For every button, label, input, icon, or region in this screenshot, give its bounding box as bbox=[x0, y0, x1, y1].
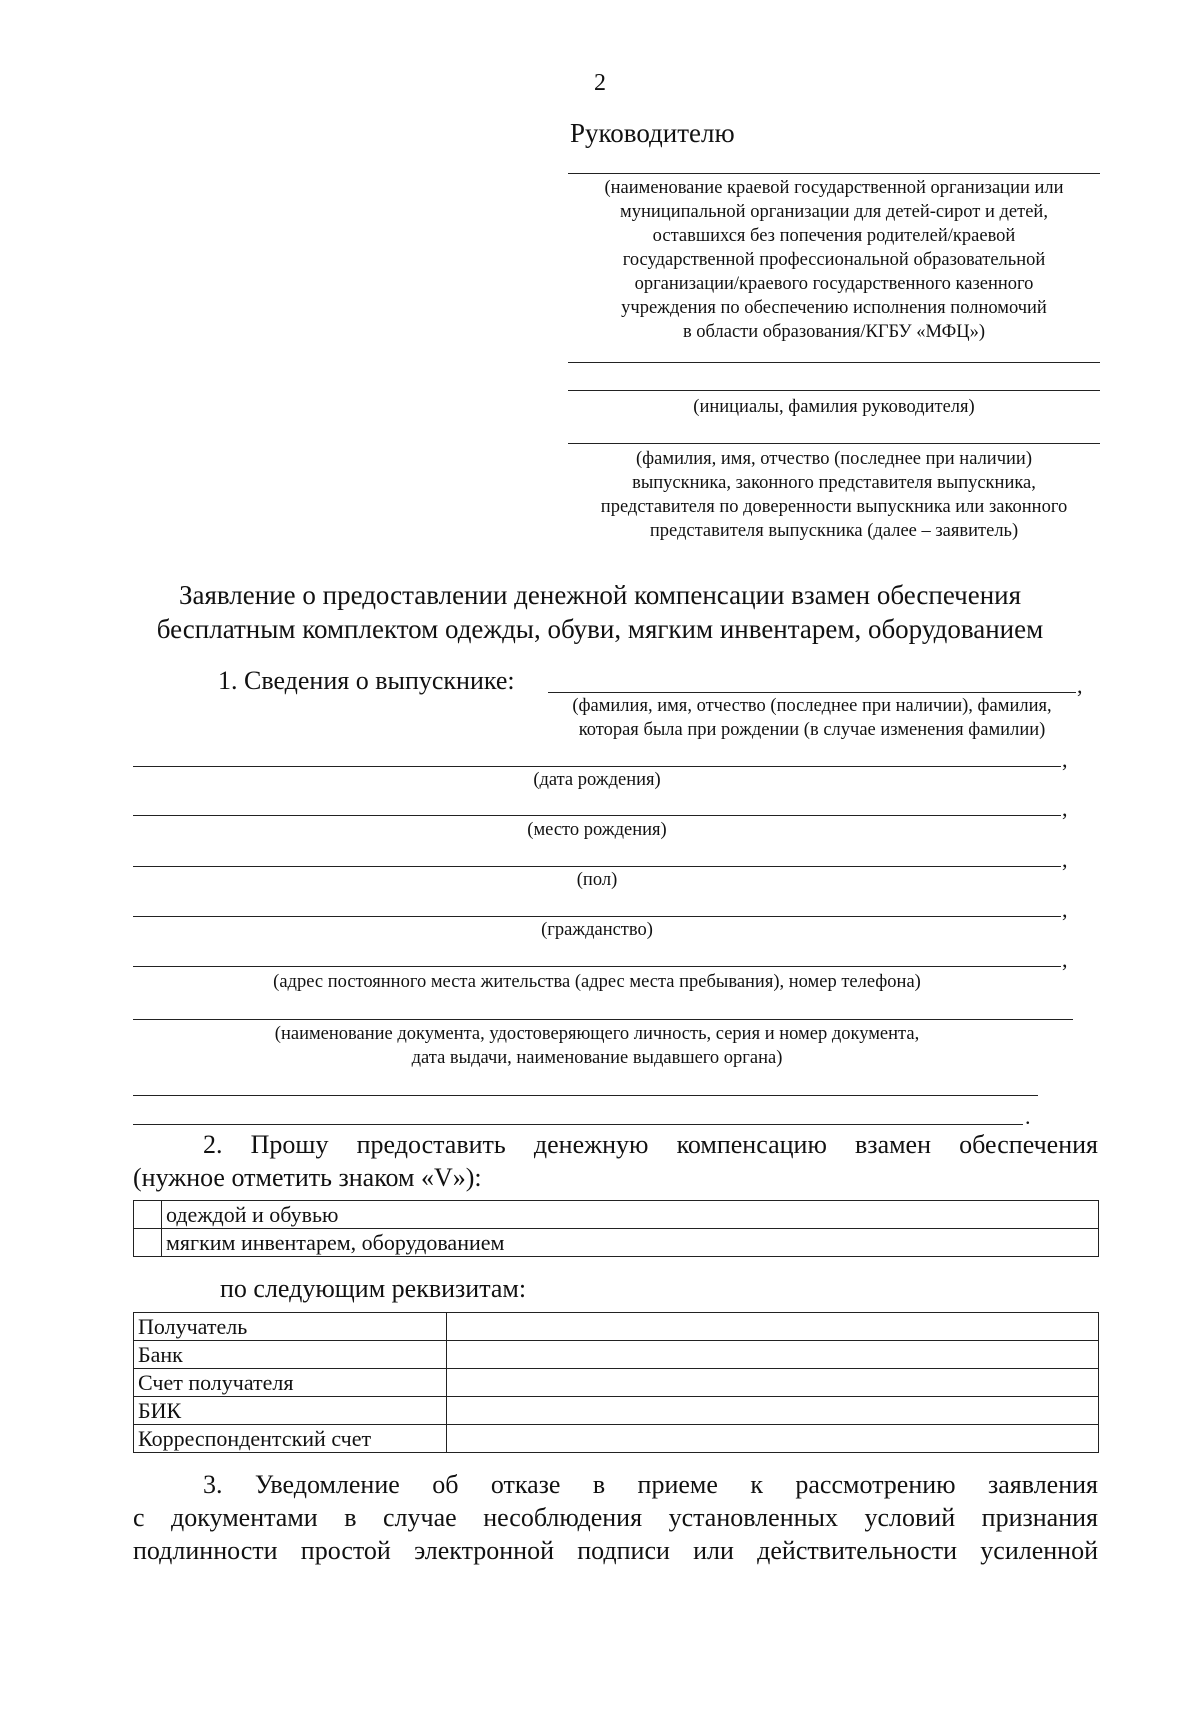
requisite-value[interactable] bbox=[447, 1341, 1099, 1369]
citizenship-line[interactable] bbox=[133, 916, 1061, 917]
address-line[interactable] bbox=[133, 966, 1061, 967]
period: . bbox=[1025, 1104, 1031, 1129]
requisite-value[interactable] bbox=[447, 1313, 1099, 1341]
compensation-options-table bbox=[133, 1200, 1099, 1257]
table-row bbox=[134, 1397, 1099, 1425]
option-checkbox[interactable] bbox=[134, 1229, 162, 1257]
head-line-2[interactable] bbox=[568, 390, 1100, 391]
table-row bbox=[134, 1341, 1099, 1369]
requisite-label: Банк bbox=[134, 1341, 447, 1369]
address-hint: (адрес постоянного места жительства (адрес места пребывания), номер телефона) bbox=[273, 972, 921, 992]
citizenship-hint: (гражданство) bbox=[541, 920, 653, 940]
comma: , bbox=[1062, 796, 1068, 821]
comma: , bbox=[1062, 747, 1068, 772]
page-number: 2 bbox=[594, 70, 606, 96]
applicant-line[interactable] bbox=[568, 443, 1100, 444]
requisite-label: Счет получателя bbox=[134, 1369, 447, 1397]
option-checkbox[interactable] bbox=[134, 1201, 162, 1229]
requisite-label: БИК bbox=[134, 1397, 447, 1425]
head-line-1[interactable] bbox=[568, 362, 1100, 363]
comma: , bbox=[1077, 673, 1083, 698]
option-label: одеждой и обувью bbox=[162, 1201, 1099, 1229]
birth-place-line[interactable] bbox=[133, 815, 1061, 816]
fio-line[interactable] bbox=[548, 692, 1076, 693]
requisite-label: Корреспондентский счет bbox=[134, 1425, 447, 1453]
extra-line-1[interactable] bbox=[133, 1095, 1038, 1096]
requisite-value[interactable] bbox=[447, 1369, 1099, 1397]
sex-hint: (пол) bbox=[576, 870, 618, 890]
section1-label: 1. Сведения о выпускнике: bbox=[218, 666, 515, 695]
sex-line[interactable] bbox=[133, 866, 1061, 867]
document-title: Заявление о предоставлении денежной компенсации взамен обеспечения бесплатным комплектом одежды, обуви, мягким инвентарем, оборудованием bbox=[156, 580, 1044, 644]
head-initials-hint: (инициалы, фамилия руководителя) bbox=[693, 397, 975, 417]
requisite-value[interactable] bbox=[447, 1397, 1099, 1425]
option-row bbox=[134, 1201, 1099, 1229]
section2-text: 2. Прошу предоставить денежную компенсацию взамен обеспечения (нужное отметить знаком «V»): bbox=[133, 1130, 1098, 1192]
extra-line-2[interactable] bbox=[133, 1124, 1023, 1125]
id-doc-hint: (наименование документа, удостоверяющего личность, серия и номер документа, дата выдачи, наименование выдавшего органа) bbox=[274, 1024, 920, 1068]
addressee-heading: Руководителю bbox=[570, 118, 735, 148]
comma: , bbox=[1062, 897, 1068, 922]
comma: , bbox=[1062, 847, 1068, 872]
fio-hint: (фамилия, имя, отчество (последнее при наличии), фамилия, которая была при рождении (в случае изменения фамилии) bbox=[572, 696, 1052, 740]
birth-date-line[interactable] bbox=[133, 766, 1061, 767]
requisites-table bbox=[133, 1312, 1099, 1453]
birth-place-hint: (место рождения) bbox=[527, 820, 667, 840]
section3-text: 3. Уведомление об отказе в приеме к рассмотрению заявления с документами в случае несоблюдения установленных условий признания подлинности простой электронной подписи или действительности усиленной bbox=[133, 1470, 1098, 1565]
requisites-label: по следующим реквизитам: bbox=[220, 1274, 527, 1303]
table-row bbox=[134, 1369, 1099, 1397]
org-name-hint: (наименование краевой государственной организации или муниципальной организации для детей-сирот и детей, оставшихся без попечения родителей/краевой государственной профессиональной образовательной организации/краевого государственного казенного учреждения по обеспечению исполнения полномочий в области образования/КГБУ «МФЦ») bbox=[604, 178, 1064, 342]
org-name-line[interactable] bbox=[568, 173, 1100, 174]
option-label: мягким инвентарем, оборудованием bbox=[162, 1229, 1099, 1257]
comma: , bbox=[1062, 947, 1068, 972]
table-row bbox=[134, 1425, 1099, 1453]
applicant-hint: (фамилия, имя, отчество (последнее при наличии) выпускника, законного представителя выпускника, представителя по доверенности выпускника или законного представителя выпускника (далее – заявитель) bbox=[600, 449, 1068, 541]
requisite-label: Получатель bbox=[134, 1313, 447, 1341]
requisite-value[interactable] bbox=[447, 1425, 1099, 1453]
birth-date-hint: (дата рождения) bbox=[533, 770, 661, 790]
id-doc-line[interactable] bbox=[133, 1019, 1073, 1020]
table-row bbox=[134, 1313, 1099, 1341]
option-row bbox=[134, 1229, 1099, 1257]
